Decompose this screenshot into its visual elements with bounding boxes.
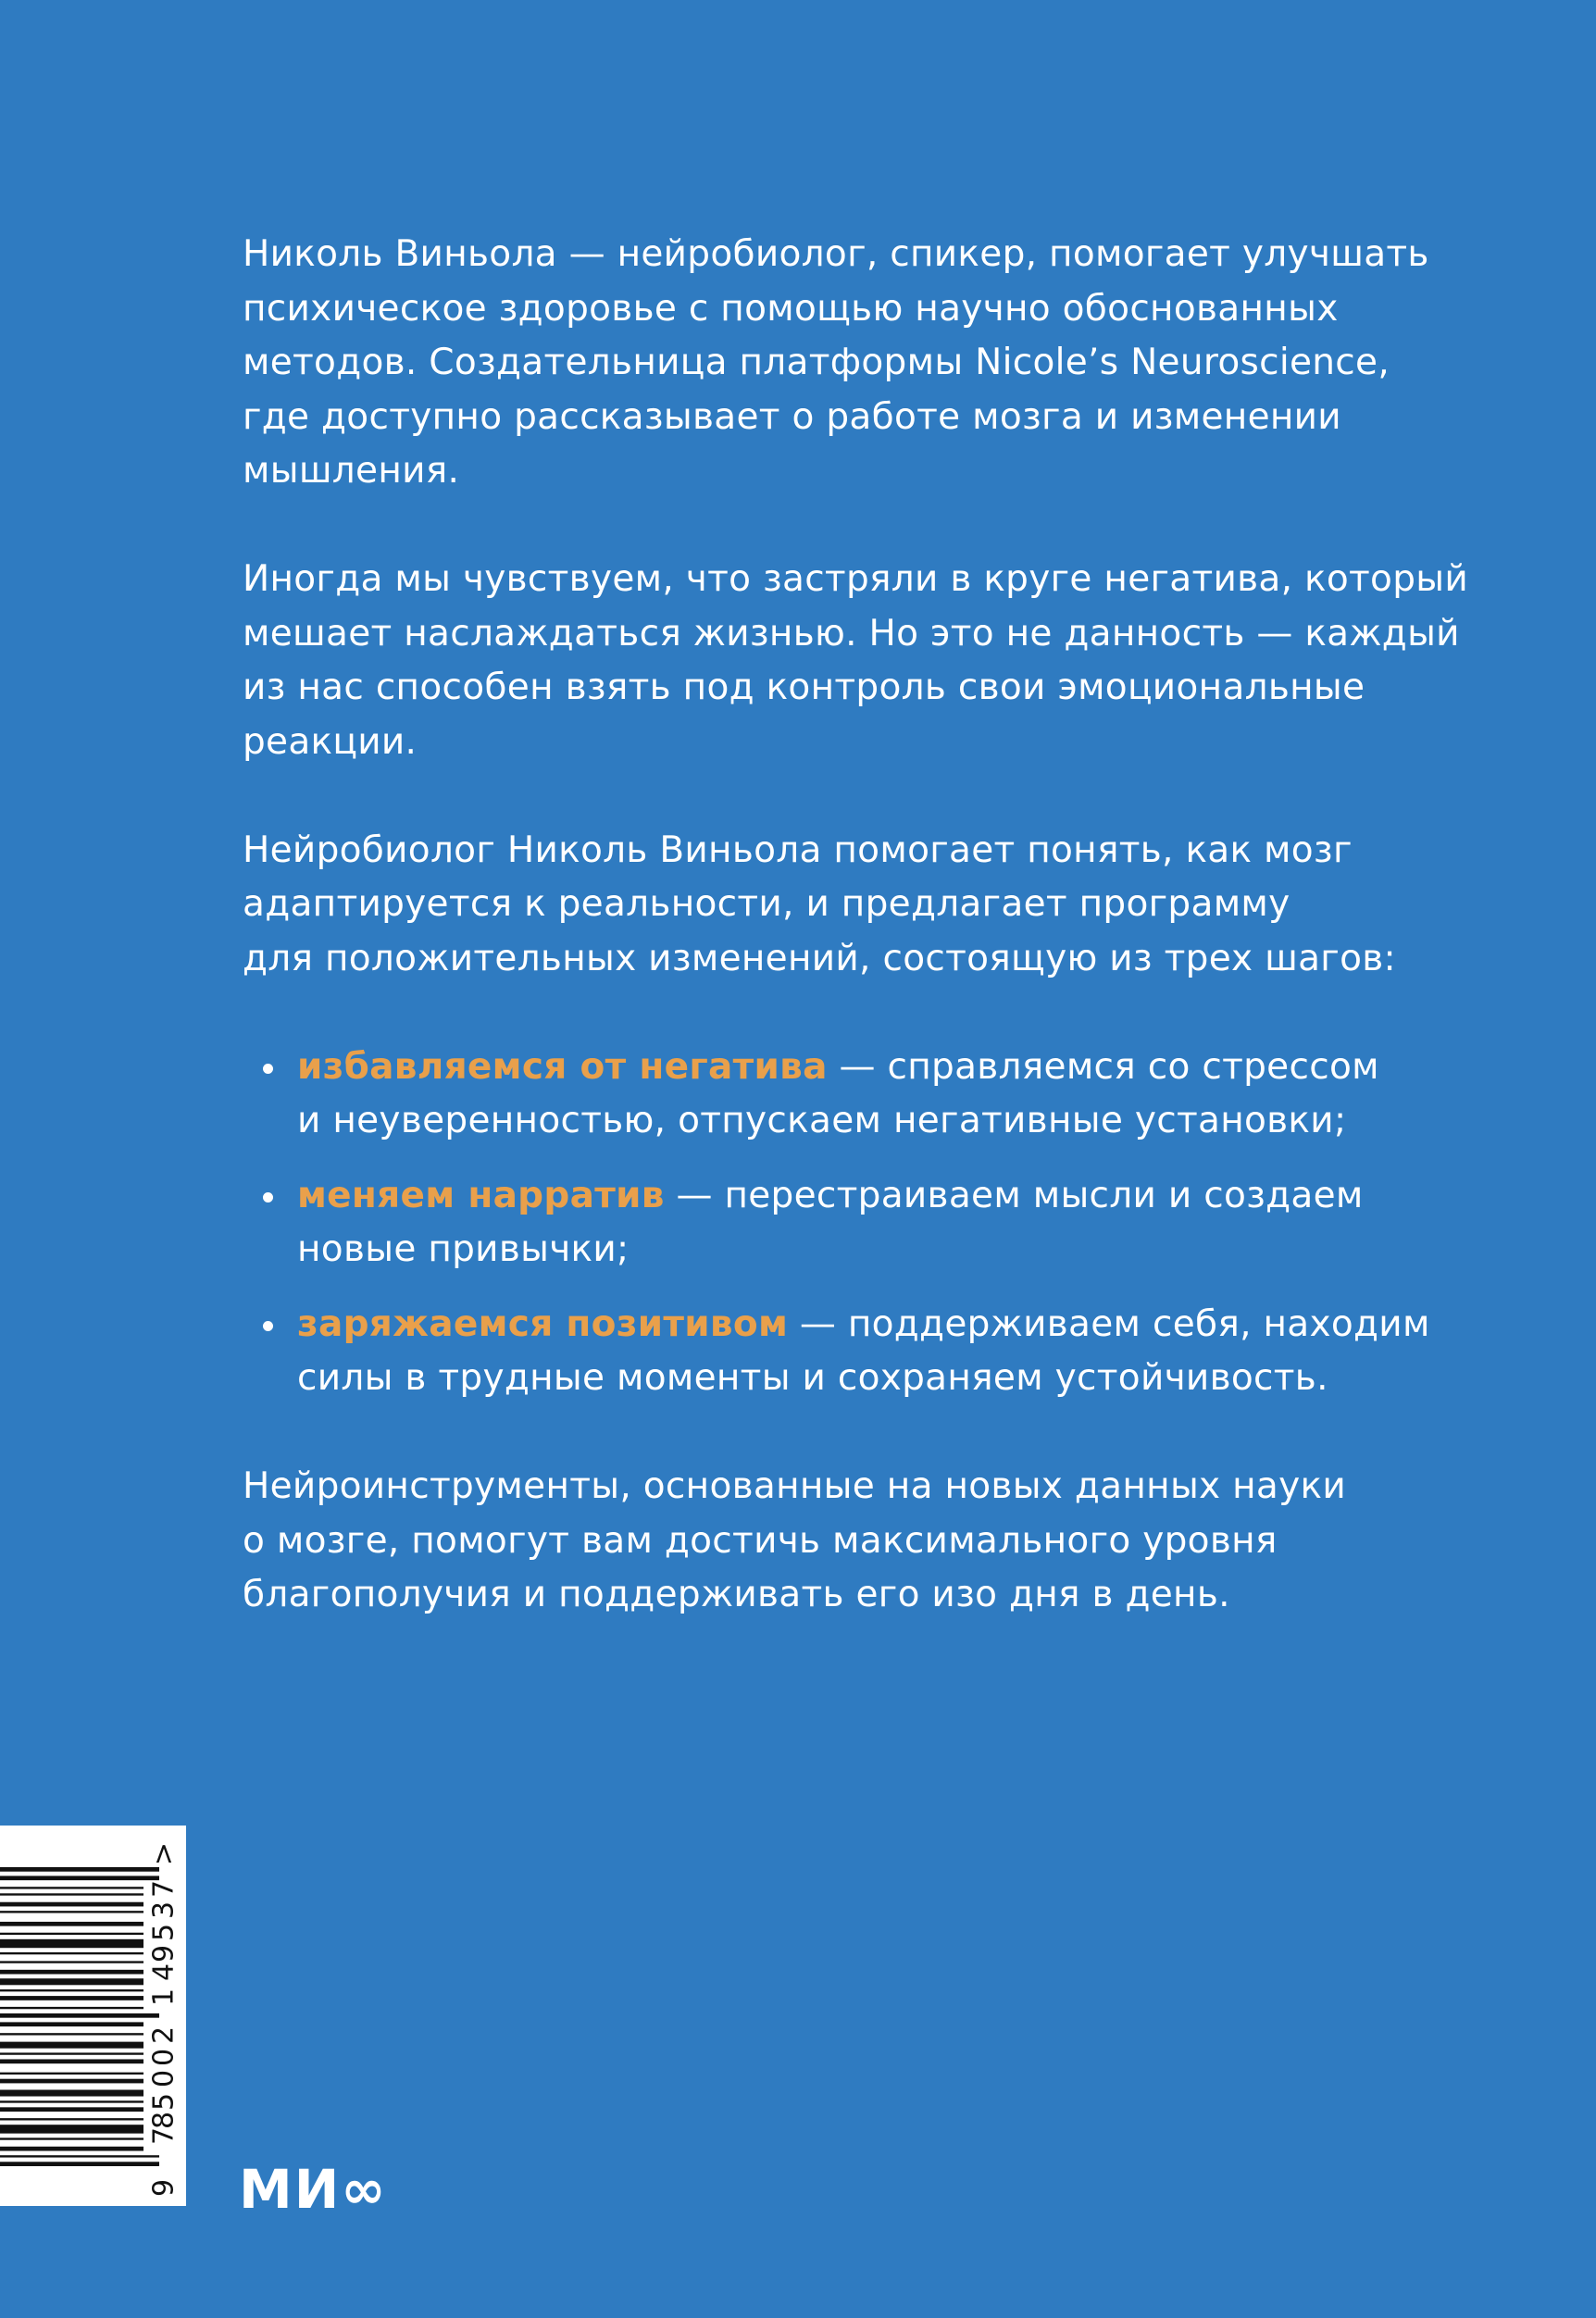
barcode-bar [0, 1902, 143, 1907]
barcode-bar [0, 1939, 143, 1948]
publisher-logo: МИ∞ [239, 2158, 388, 2221]
step-text: — перестраиваем мысли и создаем [664, 1174, 1364, 1216]
barcode-bars [0, 1826, 159, 2206]
barcode-digit: 0 [147, 2069, 181, 2088]
barcode-bar [0, 2042, 143, 2049]
barcode-bar [0, 1996, 143, 2000]
barcode-bar [0, 1952, 143, 1954]
author-bio [243, 228, 1557, 499]
barcode-digit: 7 [147, 2126, 181, 2146]
barcode-digit: 0 [147, 2048, 181, 2067]
steps-list [243, 1041, 1557, 1406]
text-line: Нейроинструменты, основанные на новых данных науки [243, 1465, 1346, 1507]
step-highlight: избавляемся от негатива [297, 1045, 828, 1088]
text-line: Николь Виньола — нейробиолог, спикер, помогает улучшать [243, 233, 1429, 275]
program-paragraph [243, 824, 1557, 987]
barcode-bar [0, 2137, 143, 2139]
barcode-bar [0, 1887, 143, 1888]
barcode-bar [0, 1876, 159, 1880]
text-line: где доступно рассказывает о работе мозга и изменении [243, 395, 1341, 438]
list-item [243, 1041, 1557, 1149]
text-line: Иногда мы чувствуем, что застряли в круге негатива, который [243, 558, 1469, 600]
text-line [297, 1041, 1557, 1095]
step-highlight: заряжаемся позитивом [297, 1302, 789, 1345]
barcode-bar [0, 1970, 143, 1975]
text-line: о мозге, помогут вам достичь максимального уровня [243, 1519, 1278, 1562]
text-line [297, 1169, 1557, 1224]
barcode-bar [0, 2162, 159, 2166]
barcode-bar [0, 2107, 143, 2112]
barcode-bar [0, 1922, 143, 1926]
back-cover-text [243, 228, 1557, 1676]
closing-paragraph [243, 1460, 1557, 1623]
barcode-bar [0, 1867, 159, 1872]
text-line: мешает наслаждаться жизнью. Но это не данность — каждый [243, 612, 1460, 654]
barcode-bar [0, 2089, 143, 2096]
barcode-bar [0, 1961, 143, 1963]
barcode-bar [0, 2073, 143, 2075]
step-text: — поддерживаем себя, находим [788, 1302, 1430, 1345]
text-line: и неуверенностью, отпускаем негативные установки; [297, 1100, 1347, 1141]
barcode-bar [0, 1933, 143, 1935]
barcode-digit: > [147, 1841, 181, 1866]
barcode-bar [0, 2125, 143, 2133]
barcode-bar [0, 2118, 143, 2120]
bullet-icon [263, 1321, 273, 1331]
text-line: мышления. [243, 450, 460, 492]
barcode-bar [0, 2052, 143, 2054]
barcode-digit: 2 [147, 2025, 181, 2045]
barcode-bar [0, 1989, 143, 1991]
barcode-digit: 4 [147, 1963, 181, 1982]
intro-paragraph [243, 553, 1557, 769]
barcode-bar [0, 2033, 143, 2035]
barcode-digit: 1 [147, 1988, 181, 2007]
list-item [243, 1298, 1557, 1406]
barcode-digit: 8 [147, 2111, 181, 2130]
bullet-icon [263, 1192, 273, 1203]
barcode-digit: 7 [147, 1879, 181, 1899]
barcode-digit: 9 [147, 1944, 181, 1963]
barcode-bar [0, 2155, 159, 2157]
list-item [243, 1169, 1557, 1277]
text-line: силы в трудные моменты и сохраняем устойчивость. [297, 1357, 1328, 1399]
bullet-icon [263, 1064, 273, 1074]
barcode-bar [0, 2059, 143, 2063]
barcode-digits [145, 1841, 182, 2198]
text-line: методов. Создательница платформы Nicole’s Neuroscience, [243, 342, 1390, 383]
text-line: благополучия и поддерживать его изо дня в день. [243, 1574, 1230, 1615]
barcode-bar [0, 1893, 143, 1895]
text-line: реакции. [243, 720, 418, 763]
barcode-digit: 3 [147, 1901, 181, 1920]
text-line: новые привычки; [297, 1228, 630, 1270]
barcode-bar [0, 2013, 159, 2018]
text-line: из нас способен взять под контроль свои эмоциональные [243, 667, 1365, 708]
isbn-barcode [0, 1826, 186, 2206]
step-text: — справляемся со стрессом [827, 1045, 1379, 1088]
barcode-bar [0, 1978, 143, 1985]
barcode-bar [0, 2007, 143, 2009]
text-line [297, 1298, 1557, 1352]
text-line: для положительных изменений, состоящую из трех шагов: [243, 937, 1396, 979]
text-line: психическое здоровье с помощью научно обоснованных [243, 287, 1339, 330]
barcode-bar [0, 2147, 143, 2151]
barcode-digit: 5 [147, 1923, 181, 1942]
barcode-bar [0, 1911, 143, 1913]
text-line: адаптируется к реальности, и предлагает программу [243, 883, 1291, 925]
text-line: Нейробиолог Николь Виньола помогает понять, как мозг [243, 829, 1353, 871]
barcode-bar [0, 2100, 143, 2102]
barcode-digit: 5 [147, 2092, 181, 2112]
barcode-digit: 9 [147, 2178, 181, 2198]
step-highlight: меняем нарратив [297, 1174, 665, 1216]
barcode-bar [0, 2022, 143, 2026]
barcode-bar [0, 2079, 143, 2084]
